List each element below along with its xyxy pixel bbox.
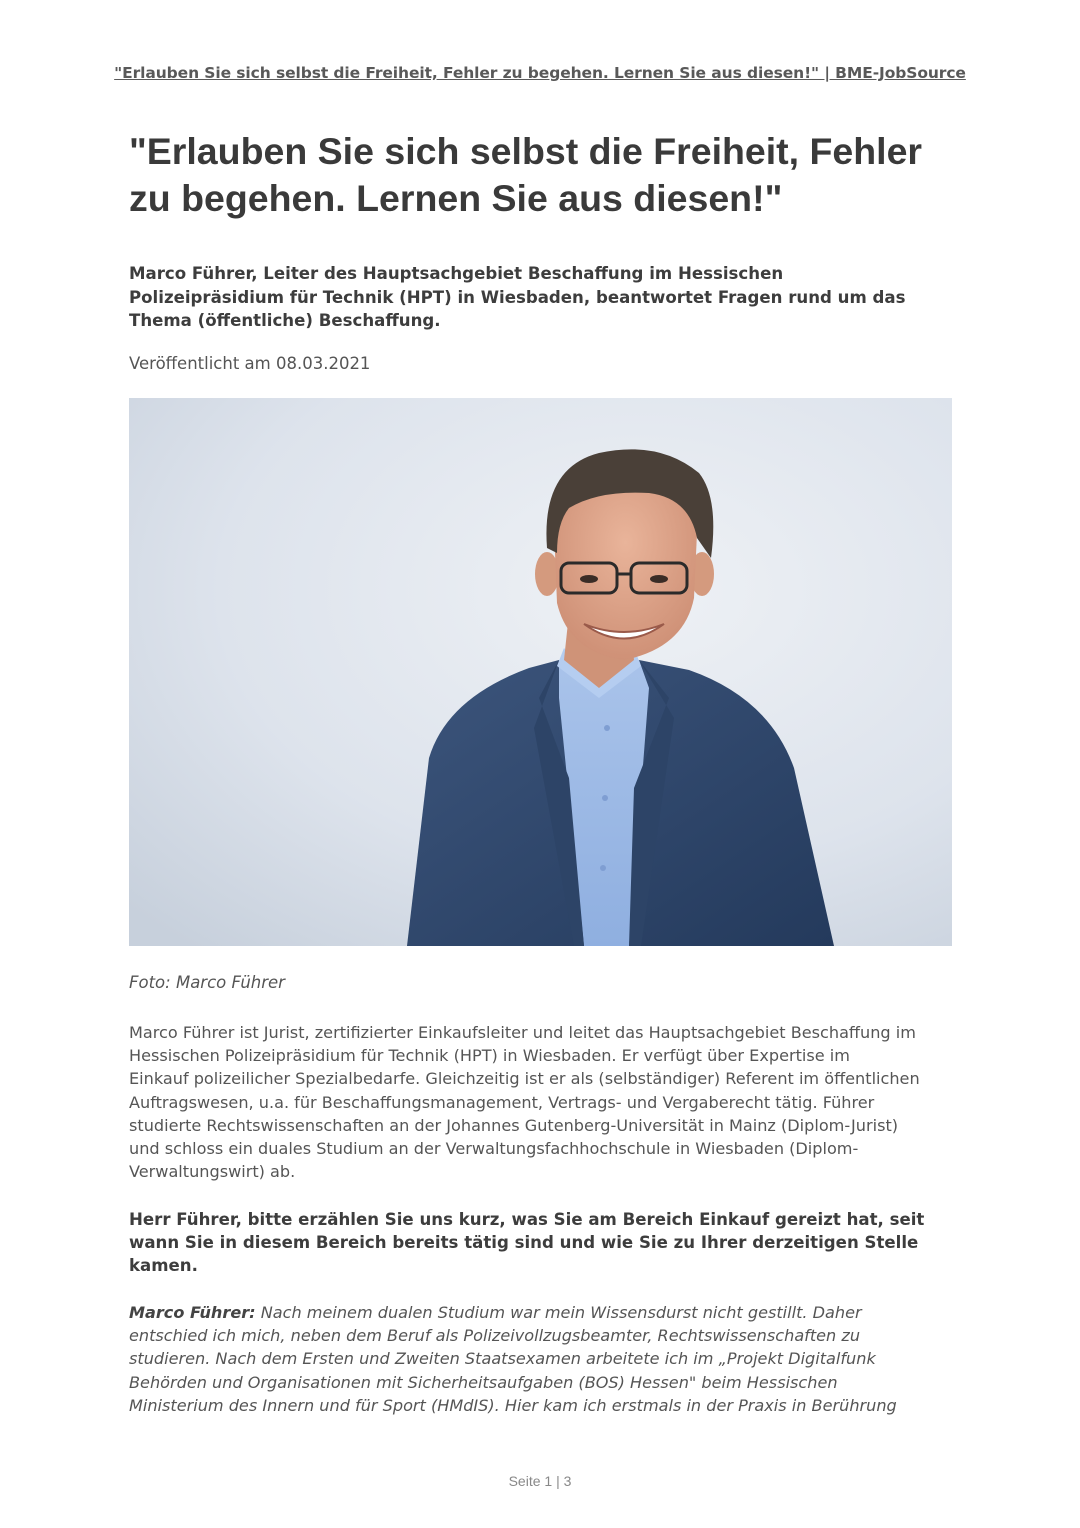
lead-line: Polizeipräsidium für Technik (HPT) in Wiesbaden, beantwortet Fragen rund um das bbox=[129, 287, 906, 307]
bio-line: studierte Rechtswissenschaften an der Johannes Gutenberg-Universität in Mainz (Diplom-Jurist) bbox=[129, 1115, 899, 1135]
question-line: Herr Führer, bitte erzählen Sie uns kurz, was Sie am Bereich Einkauf gereizt hat, seit bbox=[129, 1210, 925, 1229]
bio-line: Einkauf polizeilicher Spezialbedarfe. Gleichzeitig ist er als (selbständiger) Referent im öffentlichen bbox=[129, 1069, 920, 1089]
answer-line: Nach meinem dualen Studium war mein Wissensdurst nicht gestillt. Daher bbox=[255, 1303, 862, 1322]
title-line: "Erlauben Sie sich selbst die Freiheit, Fehler bbox=[129, 130, 923, 172]
publish-date: Veröffentlicht am 08.03.2021 bbox=[129, 354, 371, 373]
lead-line: Marco Führer, Leiter des Hauptsachgebiet Beschaffung im Hessischen bbox=[129, 264, 784, 283]
answer-line: studieren. Nach dem Ersten und Zweiten Staatsexamen arbeitete ich im „Projekt Digitalfunk bbox=[129, 1349, 876, 1369]
answer-line: Ministerium des Innern und für Sport (HMdIS). Hier kam ich erstmals in der Praxis in Berührung bbox=[129, 1395, 897, 1415]
portrait-photo bbox=[129, 398, 952, 946]
question-line: wann Sie in diesem Bereich bereits tätig sind und wie Sie zu Ihrer derzeitigen Stelle bbox=[129, 1233, 919, 1253]
bio-line: Verwaltungswirt) ab. bbox=[129, 1162, 296, 1182]
page-number: Seite 1 | 3 bbox=[508, 1473, 572, 1489]
article-lead bbox=[129, 262, 959, 333]
bio-line: Auftragswesen, u.a. für Beschaffungsmanagement, Vertrags- und Vergaberecht tätig. Führer bbox=[129, 1092, 875, 1112]
bio-line: und schloss ein duales Studium an der Verwaltungsfachhochschule in Wiesbaden (Diplom- bbox=[129, 1139, 859, 1159]
answer-speaker: Marco Führer: bbox=[129, 1303, 256, 1322]
photo-caption: Foto: Marco Führer bbox=[129, 973, 285, 992]
bio-line: Marco Führer ist Jurist, zertifizierter Einkaufsleiter und leitet das Hauptsachgebiet Beschaffung im bbox=[129, 1023, 916, 1042]
bio-line: Hessischen Polizeipräsidium für Technik (HPT) in Wiesbaden. Er verfügt über Expertise im bbox=[129, 1046, 850, 1066]
interview-question bbox=[129, 1208, 959, 1278]
interview-answer bbox=[129, 1301, 959, 1417]
bio-paragraph bbox=[129, 1021, 959, 1183]
lead-line: Thema (öffentliche) Beschaffung. bbox=[129, 311, 441, 330]
header-source-link[interactable]: "Erlauben Sie sich selbst die Freiheit, Fehler zu begehen. Lernen Sie aus diesen!" | BME-JobSource bbox=[114, 64, 966, 82]
answer-line: entschied ich mich, neben dem Beruf als Polizeivollzugsbeamter, Rechtswissenschaften zu bbox=[129, 1326, 861, 1346]
question-line: kamen. bbox=[129, 1256, 198, 1276]
title-line: zu begehen. Lernen Sie aus diesen!" bbox=[129, 177, 783, 219]
article-title bbox=[129, 128, 969, 222]
answer-line: Behörden und Organisationen mit Sicherheitsaufgaben (BOS) Hessen" beim Hessischen bbox=[129, 1372, 838, 1392]
